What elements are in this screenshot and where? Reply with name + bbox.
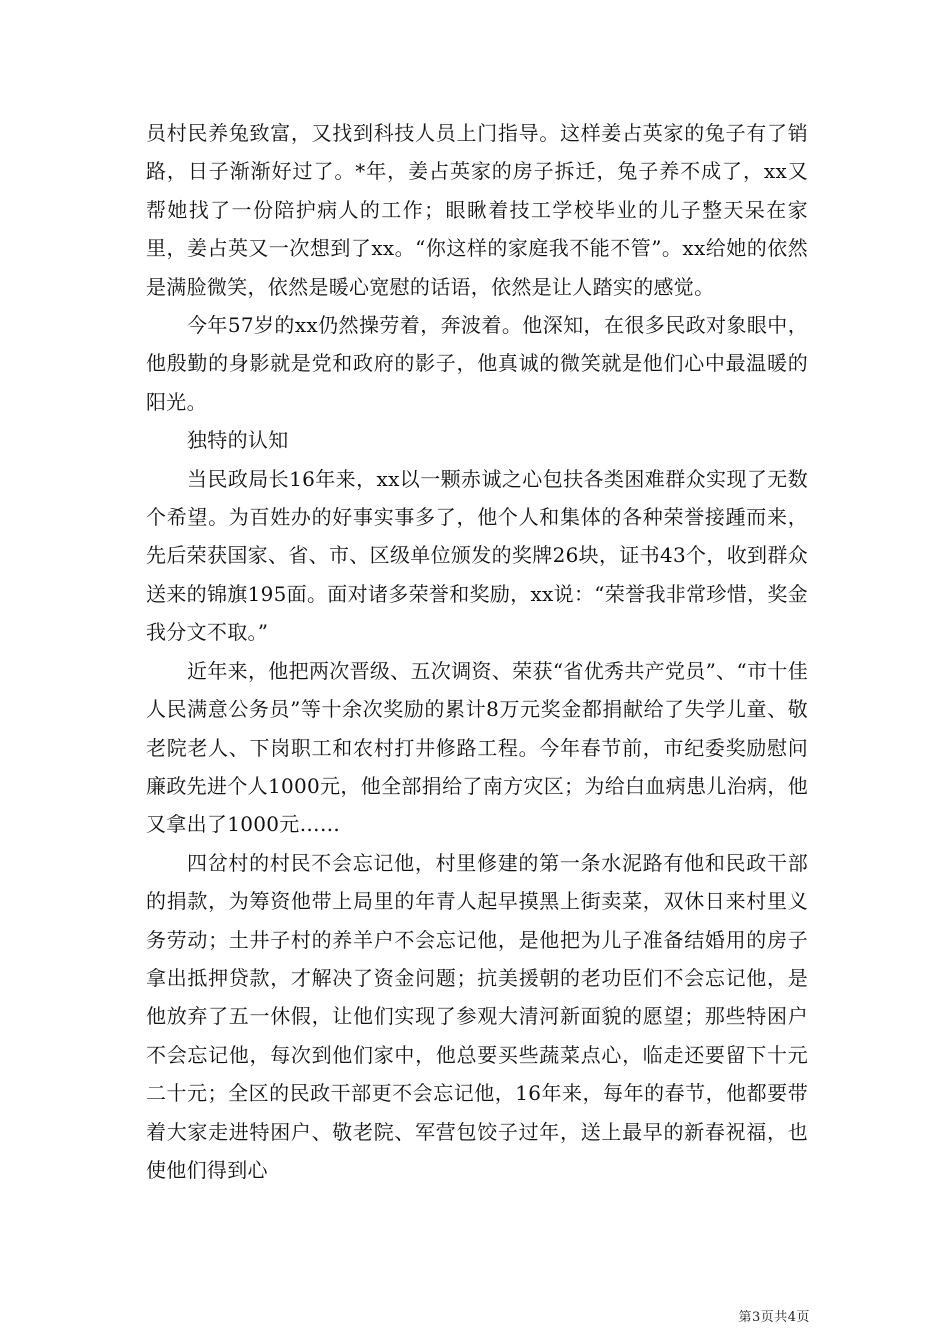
paragraph-5: 四岔村的村民不会忘记他，村里修建的第一条水泥路有他和民政干部的捐款，为筹资他带上局里的年青人起早摸黑上街卖菜，双休日来村里义务劳动；土井子村的养羊户不会忘记他，是他把为儿子准备结婚用的房子拿出抵押贷款，才解决了资金问题；抗美援朝的老功臣们不会忘记他，是他放弃了五一休假，让他们实现了参观大清河新面貌的愿望；那些特困户不会忘记他，每次到他们家中，他总要买些蔬菜点心，临走还要留下十元二十元；全区的民政干部更不会忘记他，16年来，每年的春节，他都要带着大家走进特困户、敬老院、军营包饺子过年，送上最早的新春祝福，也使他们得到心 xyxy=(146,850,808,1182)
paragraph-4: 近年来，他把两次晋级、五次调资、荣获“省优秀共产党员”、“市十佳人民满意公务员”等十余次奖励的累计8万元奖金都捐献给了失学儿童、敬老院老人、下岗职工和农村打井修路工程。今年春节前，市纪委奖励慰问廉政先进个人1000元，他全部捐给了南方灾区；为给白血病患儿治病，他又拿出了1000元…… xyxy=(146,658,808,837)
paragraph-3: 当民政局长16年来，xx以一颗赤诚之心包扶各类困难群众实现了无数个希望。为百姓办的好事实事多了，他个人和集体的各种荣誉接踵而来，先后荣获国家、省、市、区级单位颁发的奖牌26块，证书43个，收到群众送来的锦旗195面。面对诸多荣誉和奖励，xx说：“荣誉我非常珍惜，奖金我分文不取。” xyxy=(146,466,808,645)
paragraph-2: 今年57岁的xx仍然操劳着，奔波着。他深知，在很多民政对象眼中，他殷勤的身影就是党和政府的影子，他真诚的微笑就是他们心中最温暖的阳光。 xyxy=(146,313,808,414)
section-heading: 独特的认知 xyxy=(187,428,289,453)
paragraph-1: 员村民养兔致富，又找到科技人员上门指导。这样姜占英家的兔子有了销路，日子渐渐好过了。*年，姜占英家的房子拆迁，兔子养不成了，xx又帮她找了一份陪护病人的工作；眼瞅着技工学校毕业的儿子整天呆在家里，姜占英又一次想到了xx。“你这样的家庭我不能不管”。xx给她的依然是满脸微笑，依然是暖心宽慰的话语，依然是让人踏实的感觉。 xyxy=(146,121,808,299)
document-body xyxy=(146,114,808,1189)
page-number: 第3页共4页 xyxy=(738,1310,810,1325)
